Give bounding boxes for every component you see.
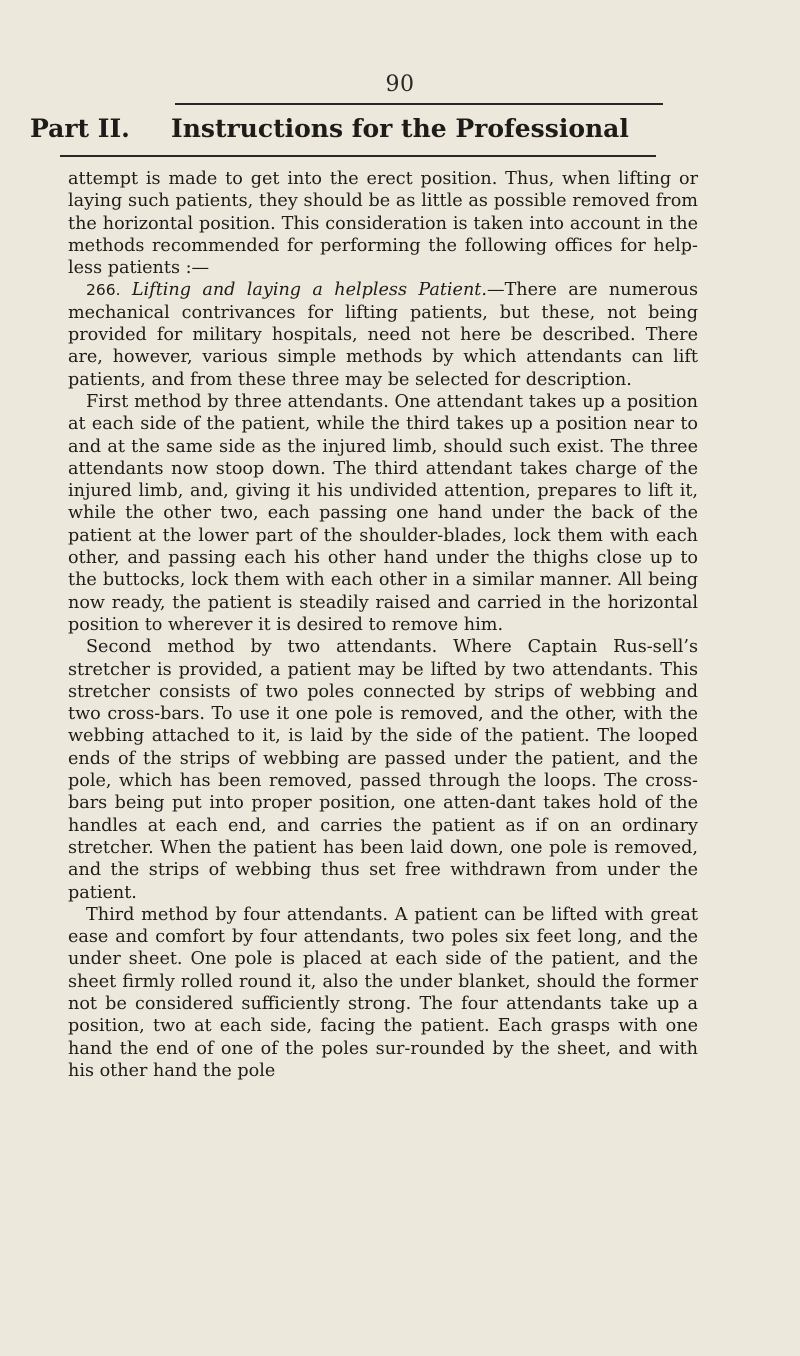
first-method-paragraph: First method by three attendants. One attendant takes up a position at each side of the patient, while the third takes up a position near to and at the same side as the injured limb, should such exist. The three attendants now stoop down. The third attendant takes charge of the injured limb, and, giving it his undivided attention, prepares to lift it, while the other two, each passing one hand under the back of the patient at the lower part of the shoulder-blades, lock them with each other, and passing each his other hand under the thighs close up to the buttocks, lock them with each other in a similar manner. All being now ready, the patient is steadily raised and carried in the horizontal position to wherever it is desired to remove him. [68,391,698,635]
top-rule [175,103,663,105]
paragraph-266 [68,279,698,390]
header-rule [60,155,656,157]
page-number: 90 [385,72,415,97]
continuation-paragraph: attempt is made to get into the erect position. Thus, when lifting or laying such patients, they should be as little as possible removed from the horizontal position. This consideration is taken into account in the methods recommended for performing the following offices for help-less patients :— [68,169,698,279]
paragraph-number: 266. [86,281,121,300]
paragraph-266-text: There are numerous mechanical contrivances for lifting patients, but these, not being provided for military hospitals, need not here be described. There are, however, various simple methods by which attendants can lift patients, and from these three may be selected for description. [68,280,698,390]
paragraph-dash: — [486,280,505,301]
body-text [68,168,698,1082]
second-method-paragraph: Second method by two attendants. Where Captain Rus-sell’s stretcher is provided, a patient may be lifted by two attendants. This stretcher consists of two poles connected by strips of webbing and two cross-bars. To use it one pole is removed, and the other, with the webbing attached to it, is laid by the side of the patient. The looped ends of the strips of webbing are passed under the patient, and the pole, which has been removed, passed through the loops. The cross-bars being put into proper position, one atten-dant takes hold of the handles at each end, and carries the patient as if on an ordinary stretcher. When the patient has been laid down, one pole is removed, and the strips of webbing thus set free withdrawn from under the patient. [68,637,698,903]
part-label: Part II. [30,114,130,143]
section-title: Instructions for the Professional [171,114,629,143]
running-header [30,114,710,150]
paragraph-title: Lifting and laying a helpless Patient. [131,280,487,301]
third-method-paragraph: Third method by four attendants. A patient can be lifted with great ease and comfort by four attendants, two poles six feet long, and the under sheet. One pole is placed at each side of the patient, and the sheet firmly rolled round it, also the under blanket, should the former not be considered sufficiently strong. The four attendants take up a position, two at each side, facing the patient. Each grasps with one hand the end of one of the poles sur-rounded by the sheet, and with his other hand the pole [68,904,698,1081]
